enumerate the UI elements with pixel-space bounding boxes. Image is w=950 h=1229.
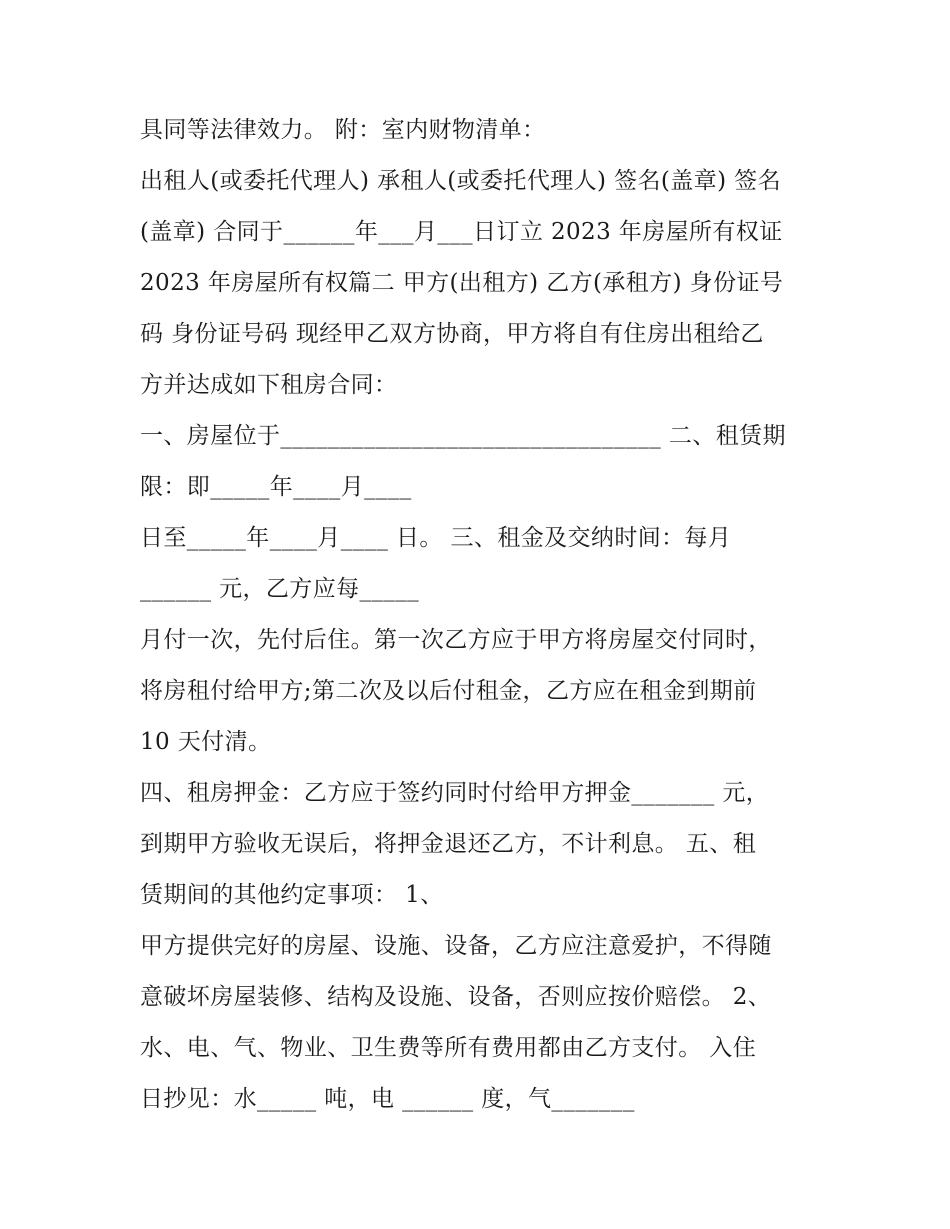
text-line: 10 天付清。	[140, 729, 272, 755]
text-line: 方并达成如下租房合同：	[140, 372, 398, 398]
text-line: 将房租付给甲方;第二次及以后付租金，乙方应在租金到期前	[140, 678, 757, 704]
text-line: 限：即_____年____月____	[140, 474, 412, 500]
text-line: 甲方提供完好的房屋、设施、设备，乙方应注意爱护，不得随	[140, 933, 772, 959]
text-line: 赁期间的其他约定事项： 1、	[140, 882, 444, 908]
text-line: 一、房屋位于________________________________ 二、租赁期	[140, 423, 786, 449]
text-line: 码 身份证号码 现经甲乙双方协商，甲方将自有住房出租给乙	[140, 321, 764, 347]
text-line: 意破坏房屋装修、结构及设施、设备，否则应按价赔偿。 2、	[140, 984, 772, 1010]
text-line: 日至_____年____月____ 日。 三、租金及交纳时间：每月	[140, 525, 732, 551]
text-line: 出租人(或委托代理人) 承租人(或委托代理人) 签名(盖章) 签名	[140, 168, 781, 194]
text-line: 四、租房押金：乙方应于签约同时付给甲方押金_______ 元，	[140, 780, 770, 806]
text-line: 具同等法律效力。 附：室内财物清单：	[140, 117, 546, 143]
text-line: 水、电、气、物业、卫生费等所有费用都由乙方支付。 入住	[140, 1035, 757, 1061]
text-line: 日抄见：水_____ 吨，电 ______ 度，气_______	[140, 1086, 635, 1112]
text-line: ______ 元，乙方应每_____	[140, 576, 420, 602]
text-line: 2023 年房屋所有权篇二 甲方(出租方) 乙方(承租方) 身份证号	[140, 270, 784, 296]
text-line: 月付一次，先付后住。第一次乙方应于甲方将房屋交付同时，	[140, 627, 772, 653]
text-line: (盖章) 合同于______年___月___日订立 2023 年房屋所有权证	[140, 219, 783, 245]
text-line: 到期甲方验收无误后，将押金退还乙方，不计利息。 五、租	[140, 831, 757, 857]
